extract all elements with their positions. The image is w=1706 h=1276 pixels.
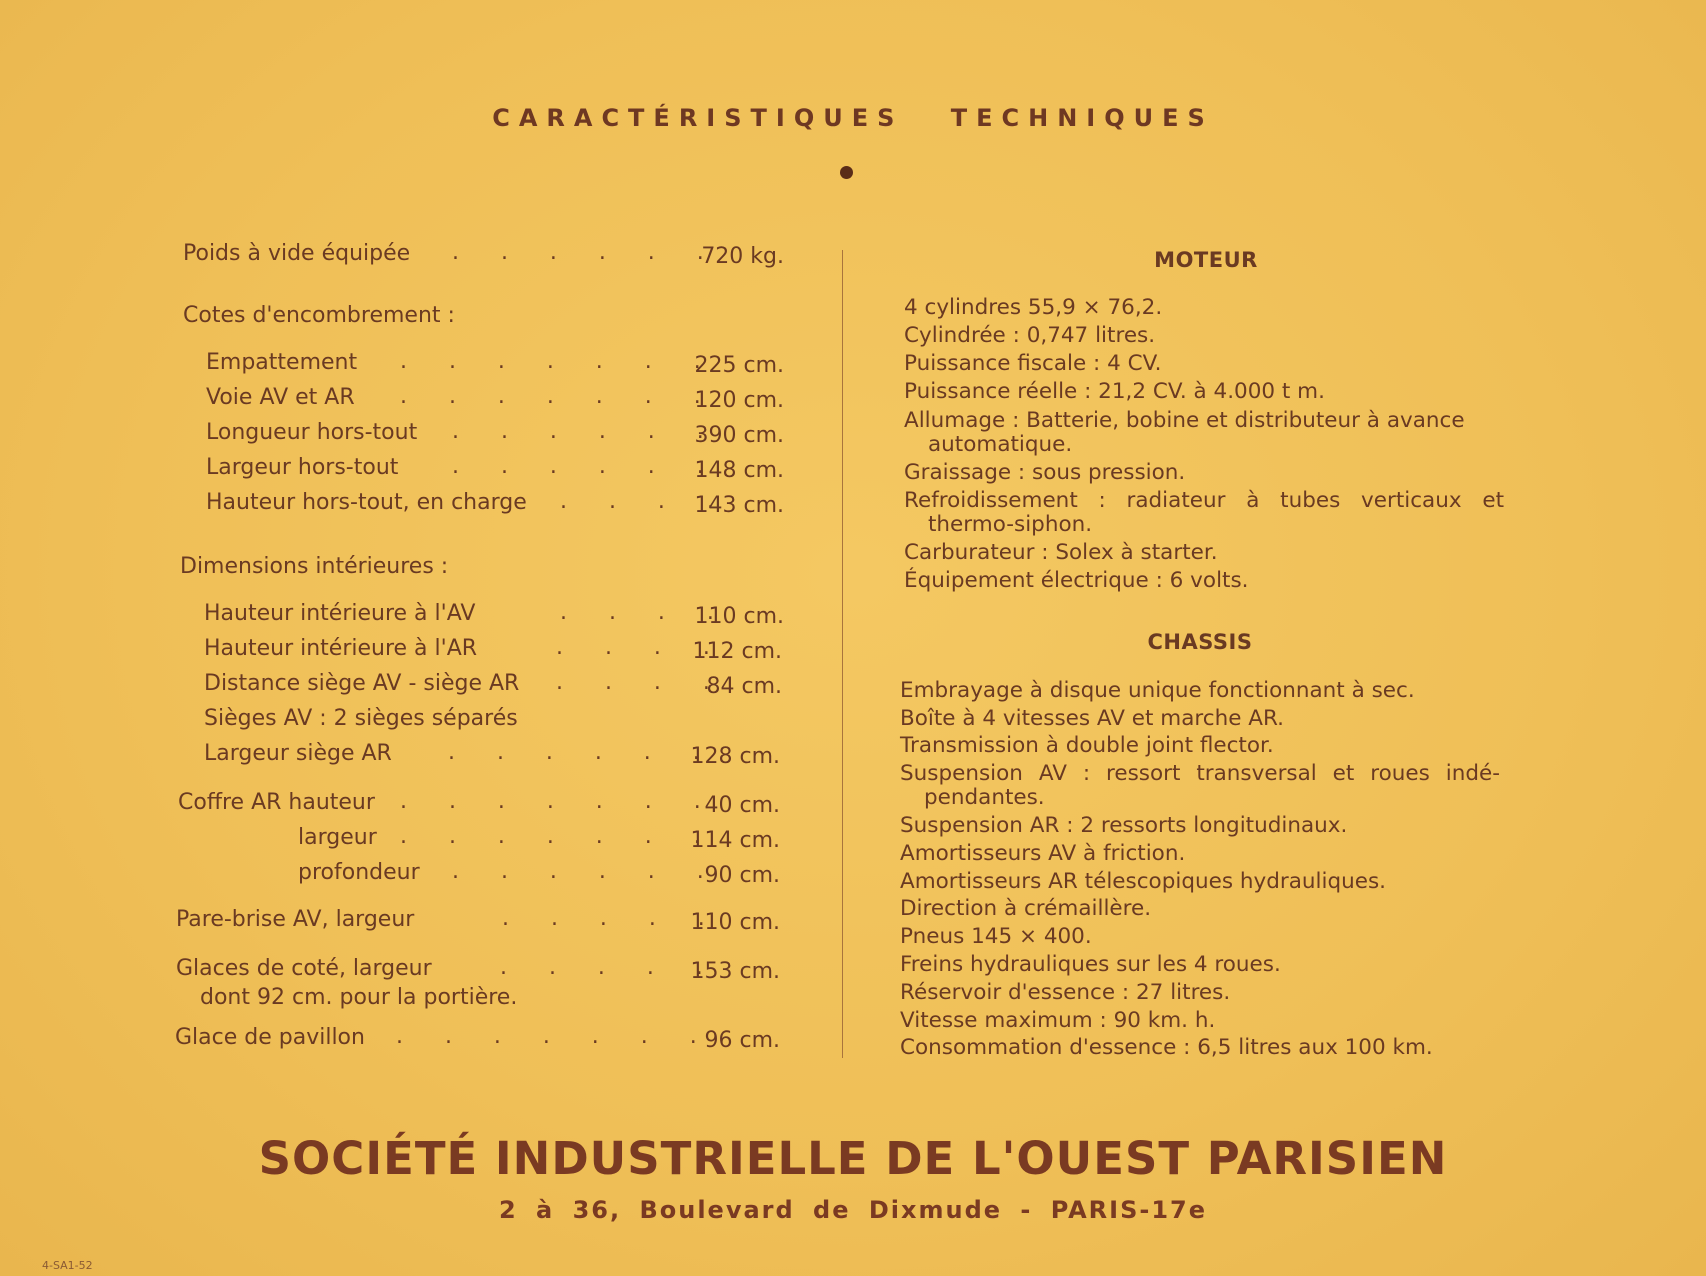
dot-leader: . . . . . .: [452, 859, 704, 884]
spec-label-hauteur: Hauteur hors-tout, en charge: [206, 490, 527, 515]
chassis-line: Pneus 145 × 400.: [900, 924, 1092, 949]
moteur-line: Puissance fiscale : 4 CV.: [904, 351, 1162, 376]
spec-value-largeur-siege: 128 cm.: [690, 744, 780, 769]
spec-value-coffre-largeur: 114 cm.: [690, 828, 780, 853]
chassis-line: Freins hydrauliques sur les 4 roues.: [900, 952, 1281, 977]
spec-label-voie: Voie AV et AR: [206, 385, 355, 410]
spec-value-distance-sieges: 84 cm.: [706, 674, 782, 699]
moteur-line: Allumage : Batterie, bobine et distributeur à avance: [904, 408, 1465, 433]
chassis-heading: CHASSIS: [1147, 630, 1253, 654]
cotes-heading: Cotes d'encombrement :: [183, 303, 455, 328]
moteur-line: 4 cylindres 55,9 × 76,2.: [904, 295, 1163, 320]
moteur-line: Puissance réelle : 21,2 CV. à 4.000 t m.: [904, 379, 1325, 404]
spec-value-coffre-hauteur: 40 cm.: [704, 793, 780, 818]
spec-value-parebrise: 110 cm.: [690, 910, 780, 935]
dot-leader: . . . .: [556, 670, 710, 695]
moteur-line: Équipement électrique : 6 volts.: [904, 568, 1249, 593]
spec-value-pavillon: 96 cm.: [704, 1028, 780, 1053]
chassis-line: Réservoir d'essence : 27 litres.: [900, 980, 1231, 1005]
moteur-heading: MOTEUR: [1154, 248, 1258, 272]
dot-leader: . . . .: [560, 489, 714, 514]
spec-label-parebrise: Pare-brise AV, largeur: [176, 907, 415, 932]
moteur-line: Refroidissement : radiateur à tubes verticaux et: [904, 488, 1504, 513]
dot-leader: . . . . .: [502, 906, 705, 931]
dot-leader: . . . .: [556, 635, 710, 660]
chassis-line: Suspension AR : 2 ressorts longitudinaux.: [900, 813, 1348, 838]
title-bullet-dot: [840, 166, 853, 179]
spec-value-longueur: 390 cm.: [694, 423, 784, 448]
moteur-line: Graissage : sous pression.: [904, 460, 1186, 485]
dot-leader: . . . . . .: [452, 240, 704, 265]
dimensions-heading: Dimensions intérieures :: [180, 554, 449, 579]
moteur-line: automatique.: [928, 432, 1073, 457]
spec-value-hauteur-av: 110 cm.: [694, 604, 784, 629]
spec-subline-glaces: dont 92 cm. pour la portière.: [200, 985, 518, 1010]
spec-value-hauteur: 143 cm.: [694, 493, 784, 518]
dot-leader: . . . . . . .: [400, 349, 701, 374]
spec-label-largeur-siege: Largeur siège AR: [204, 741, 392, 766]
spec-label-poids: Poids à vide équipée: [183, 241, 411, 266]
moteur-line: Carburateur : Solex à starter.: [904, 540, 1218, 565]
spec-value-hauteur-ar: 112 cm.: [692, 639, 782, 664]
page-title: CARACTÉRISTIQUES TECHNIQUES: [492, 104, 1214, 132]
spec-label-glaces: Glaces de coté, largeur: [176, 956, 432, 981]
spec-value-voie: 120 cm.: [694, 388, 784, 413]
company-name: SOCIÉTÉ INDUSTRIELLE DE L'OUEST PARISIEN: [258, 1132, 1448, 1185]
chassis-line: Suspension AV : ressort transversal et roues indé-: [900, 761, 1500, 786]
chassis-line: Transmission à double joint flector.: [900, 733, 1274, 758]
spec-label-largeur: Largeur hors-tout: [206, 455, 399, 480]
dot-leader: . . . . . .: [452, 419, 704, 444]
spec-value-largeur: 148 cm.: [694, 458, 784, 483]
spec-value-poids: 720 kg.: [701, 244, 784, 269]
dot-leader: . . . . . . .: [396, 1024, 697, 1049]
spec-label-hauteur-ar: Hauteur intérieure à l'AR: [204, 636, 478, 661]
spec-label-sieges-av: Sièges AV : 2 sièges séparés: [204, 706, 518, 731]
moteur-line: Cylindrée : 0,747 litres.: [904, 323, 1156, 348]
dot-leader: . . . . . . .: [400, 824, 701, 849]
spec-label-coffre-profondeur: profondeur: [298, 860, 420, 885]
spec-label-pavillon: Glace de pavillon: [175, 1025, 365, 1050]
spec-label-hauteur-av: Hauteur intérieure à l'AV: [204, 601, 476, 626]
spec-label-empattement: Empattement: [206, 350, 358, 375]
spec-value-coffre-profondeur: 90 cm.: [704, 863, 780, 888]
spec-value-empattement: 225 cm.: [694, 353, 784, 378]
dot-leader: . . . . . . .: [400, 789, 701, 814]
column-divider: [842, 250, 843, 1058]
dot-leader: . . . .: [560, 600, 714, 625]
company-address: 2 à 36, Boulevard de Dixmude - PARIS-17e: [498, 1196, 1207, 1224]
spec-value-glaces: 153 cm.: [690, 959, 780, 984]
spec-label-longueur: Longueur hors-tout: [206, 420, 418, 445]
chassis-line: Vitesse maximum : 90 km. h.: [900, 1008, 1216, 1033]
chassis-line: Boîte à 4 vitesses AV et marche AR.: [900, 706, 1284, 731]
dot-leader: . . . . . . .: [400, 384, 701, 409]
dot-leader: . . . . . .: [452, 454, 704, 479]
print-reference-code: 4-SA1-52: [42, 1259, 93, 1272]
dot-leader: . . . . .: [500, 955, 703, 980]
chassis-line: Embrayage à disque unique fonctionnant à sec.: [900, 678, 1415, 703]
chassis-line: Direction à crémaillère.: [900, 896, 1152, 921]
spec-label-coffre-largeur: largeur: [298, 825, 377, 850]
chassis-line: Amortisseurs AV à friction.: [900, 841, 1186, 866]
spec-label-distance-sieges: Distance siège AV - siège AR: [204, 671, 520, 696]
chassis-line: Consommation d'essence : 6,5 litres aux 100 km.: [900, 1035, 1433, 1060]
chassis-line: Amortisseurs AR télescopiques hydrauliques.: [900, 869, 1386, 894]
dot-leader: . . . . . .: [448, 740, 700, 765]
chassis-line: pendantes.: [924, 785, 1045, 810]
moteur-line: thermo-siphon.: [928, 512, 1093, 537]
spec-label-coffre-hauteur: Coffre AR hauteur: [178, 790, 375, 815]
